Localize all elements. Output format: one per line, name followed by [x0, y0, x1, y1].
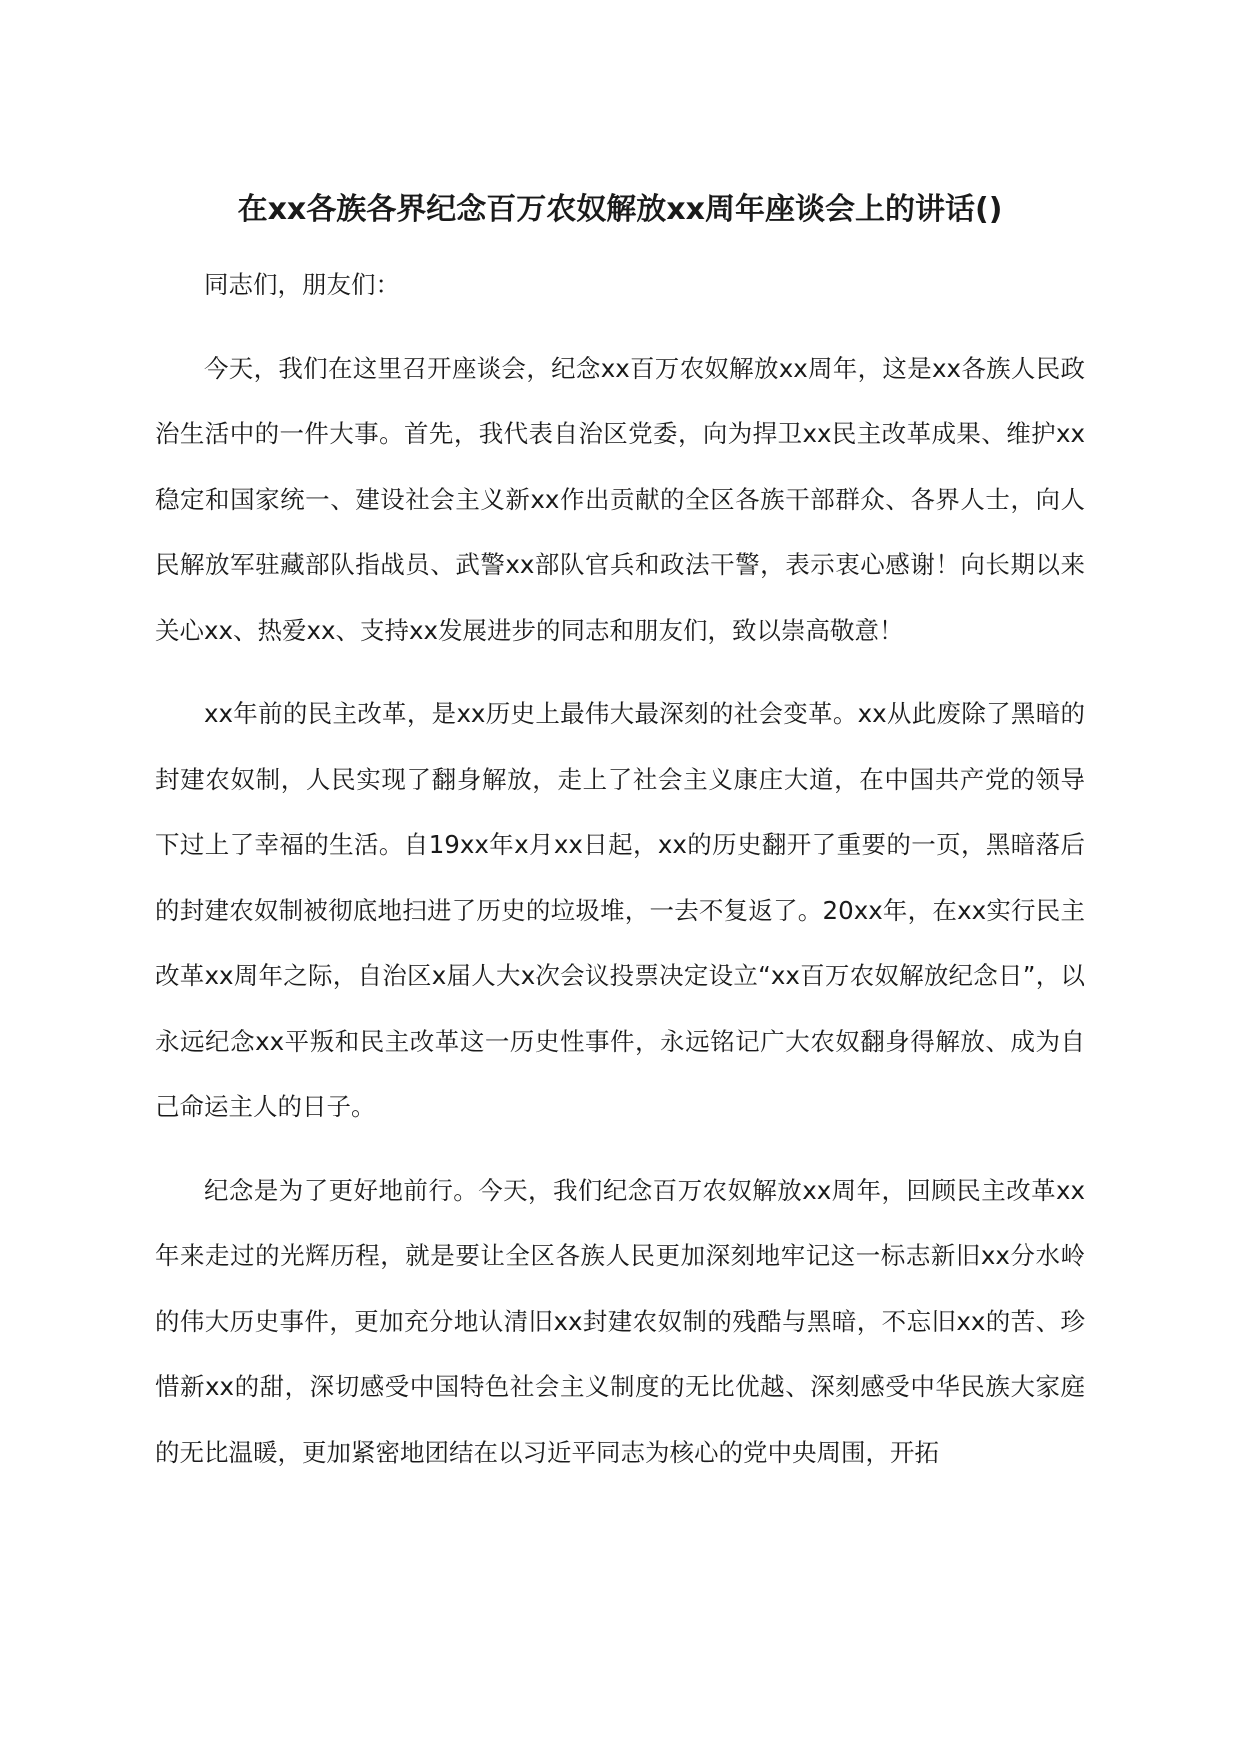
body-paragraph: 纪念是为了更好地前行。今天，我们纪念百万农奴解放xx周年，回顾民主改革xx年来走过的光辉历程，就是要让全区各族人民更加深刻地牢记这一标志新旧xx分水岭的伟大历史事件，更加充分地认清旧xx封建农奴制的残酷与黑暗，不忘旧xx的苦、珍惜新xx的甜，深切感受中国特色社会主义制度的无比优越、深刻感受中华民族大家庭的无比温暖，更加紧密地团结在以习近平同志为核心的党中央周围，开拓	[155, 1175, 1085, 1467]
body-paragraph: xx年前的民主改革，是xx历史上最伟大最深刻的社会变革。xx从此废除了黑暗的封建农奴制，人民实现了翻身解放，走上了社会主义康庄大道，在中国共产党的领导下过上了幸福的生活。自19xx年x月xx日起，xx的历史翻开了重要的一页，黑暗落后的封建农奴制被彻底地扫进了历史的垃圾堆，一去不复返了。20xx年，在xx实行民主改革xx周年之际，自治区x届人大x次会议投票决定设立“xx百万农奴解放纪念日”，以永远纪念xx平叛和民主改革这一历史性事件，永远铭记广大农奴翻身得解放、成为自己命运主人的日子。	[155, 699, 1085, 1121]
salutation-paragraph: 同志们，朋友们：	[204, 270, 400, 299]
document-title: 在xx各族各界纪念百万农奴解放xx周年座谈会上的讲话()	[237, 192, 1003, 227]
body-paragraph: 今天，我们在这里召开座谈会，纪念xx百万农奴解放xx周年，这是xx各族人民政治生活中的一件大事。首先，我代表自治区党委，向为捍卫xx民主改革成果、维护xx稳定和国家统一、建设社会主义新xx作出贡献的全区各族干部群众、各界人士，向人民解放军驻藏部队指战员、武警xx部队官兵和政法干警，表示衷心感谢！向长期以来关心xx、热爱xx、支持xx发展进步的同志和朋友们，致以崇高敬意！	[155, 353, 1085, 645]
document-body	[155, 252, 1085, 1503]
